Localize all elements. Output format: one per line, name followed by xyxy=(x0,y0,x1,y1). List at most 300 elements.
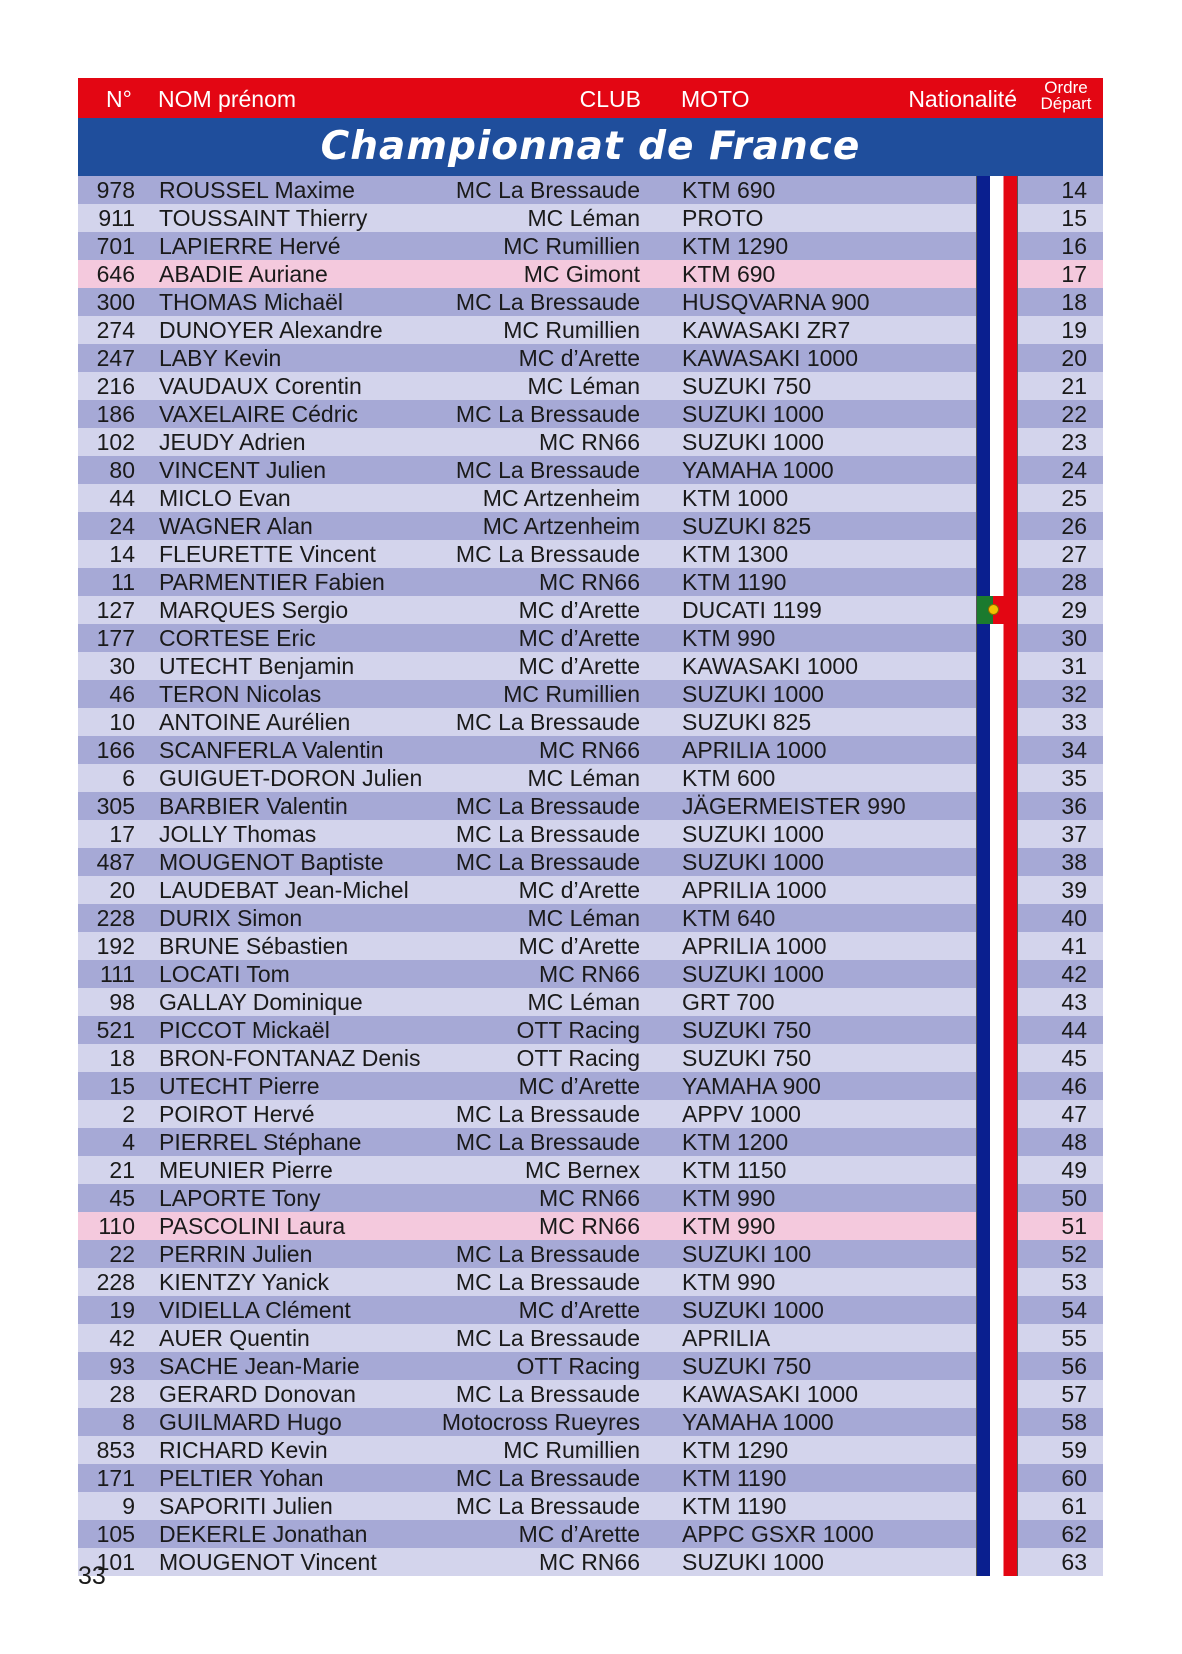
rider-club: MC Rumillien xyxy=(503,233,640,259)
table-row xyxy=(78,764,1103,792)
france-flag-icon xyxy=(976,1548,1018,1576)
france-flag-icon xyxy=(976,1436,1018,1464)
rider-moto: YAMAHA 1000 xyxy=(682,457,834,483)
rider-moto: SUZUKI 750 xyxy=(682,1353,812,1379)
rider-moto: DUCATI 1199 xyxy=(682,597,822,623)
start-order: 54 xyxy=(1061,1297,1087,1323)
rider-club: MC d’Arette xyxy=(518,877,640,903)
rider-number: 10 xyxy=(109,709,135,735)
start-order: 42 xyxy=(1061,961,1087,987)
rider-name: RICHARD Kevin xyxy=(159,1437,328,1463)
rider-club: MC d’Arette xyxy=(518,345,640,371)
rider-club: MC Artzenheim xyxy=(482,513,640,539)
rider-club: MC La Bressaude xyxy=(455,1493,640,1519)
france-flag-icon xyxy=(976,1156,1018,1184)
table-row xyxy=(78,540,1103,568)
rider-number: 300 xyxy=(96,289,135,315)
table-row xyxy=(78,1408,1103,1436)
rider-club: MC Léman xyxy=(527,205,640,231)
start-order: 31 xyxy=(1061,653,1087,679)
rider-club: Motocross Rueyres xyxy=(441,1409,640,1435)
table-row xyxy=(78,1128,1103,1156)
table-row xyxy=(78,1100,1103,1128)
rider-moto: KTM 990 xyxy=(682,625,776,651)
france-flag-icon xyxy=(976,204,1018,232)
start-order: 58 xyxy=(1061,1409,1087,1435)
rider-number: 521 xyxy=(96,1017,135,1043)
table-row xyxy=(78,1324,1103,1352)
start-order: 49 xyxy=(1061,1157,1087,1183)
table-row xyxy=(78,484,1103,512)
rider-number: 701 xyxy=(96,233,135,259)
france-flag-icon xyxy=(976,512,1018,540)
rider-moto: KTM 1290 xyxy=(682,1437,789,1463)
rider-club: OTT Racing xyxy=(516,1353,640,1379)
start-order: 14 xyxy=(1061,177,1087,203)
rider-club: MC Léman xyxy=(527,373,640,399)
rider-moto: SUZUKI 1000 xyxy=(682,401,824,427)
rider-number: 30 xyxy=(109,653,135,679)
rider-number: 105 xyxy=(96,1521,135,1547)
table-row xyxy=(78,1380,1103,1408)
rider-moto: APRILIA 1000 xyxy=(682,877,827,903)
rider-name: PIERREL Stéphane xyxy=(159,1129,362,1155)
rider-moto: KAWASAKI 1000 xyxy=(682,1381,858,1407)
rider-number: 228 xyxy=(96,905,135,931)
table-row xyxy=(78,708,1103,736)
france-flag-icon xyxy=(976,316,1018,344)
table-row xyxy=(78,960,1103,988)
rider-name: BARBIER Valentin xyxy=(159,793,348,819)
rider-club: MC La Bressaude xyxy=(455,821,640,847)
start-order: 24 xyxy=(1061,457,1087,483)
france-flag-icon xyxy=(976,1296,1018,1324)
rider-club: MC La Bressaude xyxy=(455,1241,640,1267)
rider-moto: SUZUKI 1000 xyxy=(682,849,824,875)
rider-moto: KTM 1190 xyxy=(682,1493,787,1519)
rider-number: 46 xyxy=(109,681,135,707)
start-order: 53 xyxy=(1061,1269,1087,1295)
rider-moto: KTM 1150 xyxy=(682,1157,787,1183)
rider-moto: SUZUKI 750 xyxy=(682,1045,812,1071)
table-row xyxy=(78,1212,1103,1240)
rider-number: 17 xyxy=(109,821,135,847)
rider-moto: SUZUKI 1000 xyxy=(682,821,824,847)
table-row xyxy=(78,176,1103,204)
rider-club: MC RN66 xyxy=(539,1185,640,1211)
rider-name: BRUNE Sébastien xyxy=(159,933,349,959)
france-flag-icon xyxy=(976,1324,1018,1352)
start-order: 63 xyxy=(1061,1549,1087,1575)
start-order: 20 xyxy=(1061,345,1087,371)
rider-name: BRON-FONTANAZ Denis xyxy=(159,1045,421,1071)
rider-club: MC La Bressaude xyxy=(455,1381,640,1407)
rider-name: VAXELAIRE Cédric xyxy=(159,401,358,427)
start-order: 23 xyxy=(1061,429,1087,455)
rider-moto: SUZUKI 1000 xyxy=(682,1549,824,1575)
table-row xyxy=(78,428,1103,456)
rider-club: MC Rumillien xyxy=(503,681,640,707)
rider-club: MC RN66 xyxy=(539,429,640,455)
rider-number: 2 xyxy=(122,1101,135,1127)
start-order: 27 xyxy=(1061,541,1087,567)
header-club: CLUB xyxy=(579,86,641,112)
france-flag-icon xyxy=(976,792,1018,820)
rider-name: SAPORITI Julien xyxy=(159,1493,333,1519)
france-flag-icon xyxy=(976,960,1018,988)
start-order: 57 xyxy=(1061,1381,1087,1407)
header-name: NOM prénom xyxy=(158,86,297,112)
rider-name: LOCATI Tom xyxy=(159,961,290,987)
france-flag-icon xyxy=(976,988,1018,1016)
france-flag-icon xyxy=(976,372,1018,400)
table-row xyxy=(78,876,1103,904)
table-row xyxy=(78,820,1103,848)
france-flag-icon xyxy=(976,848,1018,876)
rider-number: 305 xyxy=(96,793,135,819)
rider-name: JEUDY Adrien xyxy=(159,429,306,455)
rider-number: 14 xyxy=(109,541,135,567)
france-flag-icon xyxy=(976,736,1018,764)
rider-name: PELTIER Yohan xyxy=(159,1465,324,1491)
france-flag-icon xyxy=(976,1044,1018,1072)
france-flag-icon xyxy=(976,260,1018,288)
rider-name: MOUGENOT Baptiste xyxy=(159,849,384,875)
rider-number: 111 xyxy=(100,961,135,987)
rider-moto: PROTO xyxy=(682,205,764,231)
rider-number: 93 xyxy=(109,1353,135,1379)
rider-number: 18 xyxy=(109,1045,135,1071)
rider-club: MC d’Arette xyxy=(518,625,640,651)
table-row xyxy=(78,1296,1103,1324)
rider-moto: KTM 1290 xyxy=(682,233,789,259)
table-row xyxy=(78,792,1103,820)
rider-name: LAPIERRE Hervé xyxy=(159,233,341,259)
table-row xyxy=(78,624,1103,652)
start-order: 32 xyxy=(1061,681,1087,707)
france-flag-icon xyxy=(976,1072,1018,1100)
rider-name: UTECHT Benjamin xyxy=(159,653,355,679)
rider-club: MC d’Arette xyxy=(518,933,640,959)
rider-moto: APRILIA 1000 xyxy=(682,933,827,959)
rider-club: MC RN66 xyxy=(539,737,640,763)
rider-moto: KTM 1190 xyxy=(682,569,787,595)
rider-club: MC La Bressaude xyxy=(455,1101,640,1127)
rider-number: 22 xyxy=(109,1241,135,1267)
rider-club: MC d’Arette xyxy=(518,1297,640,1323)
table-row xyxy=(78,736,1103,764)
rider-number: 487 xyxy=(96,849,135,875)
table-row xyxy=(78,1520,1103,1548)
france-flag-icon xyxy=(976,1128,1018,1156)
rider-number: 274 xyxy=(96,317,135,343)
rider-name: ABADIE Auriane xyxy=(159,261,328,287)
start-order: 33 xyxy=(1061,709,1087,735)
rider-number: 44 xyxy=(109,485,135,511)
rider-number: 228 xyxy=(96,1269,135,1295)
france-flag-icon xyxy=(976,1268,1018,1296)
table-row xyxy=(78,344,1103,372)
france-flag-icon xyxy=(976,1240,1018,1268)
france-flag-icon xyxy=(976,232,1018,260)
rider-number: 192 xyxy=(96,933,135,959)
rider-name: ROUSSEL Maxime xyxy=(159,177,355,203)
rider-number: 15 xyxy=(109,1073,135,1099)
table-row xyxy=(78,456,1103,484)
start-order: 21 xyxy=(1061,373,1087,399)
start-order: 34 xyxy=(1061,737,1087,763)
rider-number: 186 xyxy=(96,401,135,427)
rider-moto: KTM 990 xyxy=(682,1213,776,1239)
start-order: 15 xyxy=(1061,205,1087,231)
start-order: 46 xyxy=(1061,1073,1087,1099)
france-flag-icon xyxy=(976,624,1018,652)
start-order: 38 xyxy=(1061,849,1087,875)
table-row xyxy=(78,288,1103,316)
rider-name: AUER Quentin xyxy=(159,1325,310,1351)
rider-club: MC RN66 xyxy=(539,1213,640,1239)
rider-moto: KTM 690 xyxy=(682,261,776,287)
start-order: 51 xyxy=(1061,1213,1087,1239)
rider-club: MC Léman xyxy=(527,905,640,931)
page-number: 33 xyxy=(78,1562,106,1590)
rider-club: MC La Bressaude xyxy=(455,289,640,315)
start-order: 35 xyxy=(1061,765,1087,791)
rider-club: MC La Bressaude xyxy=(455,849,640,875)
france-flag-icon xyxy=(976,540,1018,568)
rider-club: MC RN66 xyxy=(539,961,640,987)
rider-club: MC Rumillien xyxy=(503,317,640,343)
rider-number: 646 xyxy=(96,261,135,287)
rider-club: MC La Bressaude xyxy=(455,793,640,819)
table-row xyxy=(78,204,1103,232)
france-flag-icon xyxy=(976,1492,1018,1520)
rider-name: LABY Kevin xyxy=(159,345,282,371)
rider-name: SCANFERLA Valentin xyxy=(159,737,384,763)
table-row xyxy=(78,1464,1103,1492)
rider-moto: KAWASAKI 1000 xyxy=(682,653,858,679)
rider-name: TOUSSAINT Thierry xyxy=(159,205,368,231)
rider-club: MC La Bressaude xyxy=(455,401,640,427)
start-order: 62 xyxy=(1061,1521,1087,1547)
rider-number: 978 xyxy=(96,177,135,203)
rider-table-body xyxy=(78,176,1103,1576)
rider-name: FLEURETTE Vincent xyxy=(159,541,376,567)
rider-name: VAUDAUX Corentin xyxy=(159,373,362,399)
rider-club: MC RN66 xyxy=(539,1549,640,1575)
rider-name: MARQUES Sergio xyxy=(159,597,349,623)
france-flag-icon xyxy=(976,708,1018,736)
rider-moto: KTM 1000 xyxy=(682,485,789,511)
rider-name: VINCENT Julien xyxy=(159,457,327,483)
rider-club: MC La Bressaude xyxy=(455,1325,640,1351)
start-order: 17 xyxy=(1061,261,1087,287)
rider-moto: KTM 1190 xyxy=(682,1465,787,1491)
rider-name: PICCOT Mickaël xyxy=(159,1017,330,1043)
table-row xyxy=(78,596,1103,624)
start-order: 36 xyxy=(1061,793,1087,819)
table-row xyxy=(78,512,1103,540)
rider-moto: HUSQVARNA 900 xyxy=(682,289,870,315)
entry-list xyxy=(78,78,1103,1576)
france-flag-icon xyxy=(976,764,1018,792)
france-flag-icon xyxy=(976,344,1018,372)
rider-name: GUILMARD Hugo xyxy=(159,1409,342,1435)
rider-club: MC Rumillien xyxy=(503,1437,640,1463)
start-order: 41 xyxy=(1061,933,1087,959)
rider-moto: GRT 700 xyxy=(682,989,775,1015)
start-order: 18 xyxy=(1061,289,1087,315)
rider-name: THOMAS Michaël xyxy=(159,289,344,315)
table-row xyxy=(78,848,1103,876)
rider-club: MC La Bressaude xyxy=(455,541,640,567)
france-flag-icon xyxy=(976,1520,1018,1548)
france-flag-icon xyxy=(976,1408,1018,1436)
france-flag-icon xyxy=(976,400,1018,428)
start-order: 37 xyxy=(1061,821,1087,847)
rider-name: MICLO Evan xyxy=(159,485,291,511)
france-flag-icon xyxy=(976,1380,1018,1408)
championship-title: Championnat de France xyxy=(78,118,1103,176)
rider-club: MC La Bressaude xyxy=(455,709,640,735)
france-flag-icon xyxy=(976,1212,1018,1240)
rider-number: 127 xyxy=(96,597,135,623)
rider-club: MC d’Arette xyxy=(518,1073,640,1099)
start-order: 44 xyxy=(1061,1017,1087,1043)
start-order: 40 xyxy=(1061,905,1087,931)
france-flag-icon xyxy=(976,456,1018,484)
rider-moto: KTM 1200 xyxy=(682,1129,789,1155)
rider-moto: KTM 690 xyxy=(682,177,776,203)
table-row xyxy=(78,1268,1103,1296)
rider-name: VIDIELLA Clément xyxy=(159,1297,351,1323)
table-row xyxy=(78,652,1103,680)
rider-moto: KTM 640 xyxy=(682,905,776,931)
start-order: 59 xyxy=(1061,1437,1087,1463)
start-order: 48 xyxy=(1061,1129,1087,1155)
rider-name: DUNOYER Alexandre xyxy=(159,317,383,343)
rider-moto: SUZUKI 750 xyxy=(682,373,812,399)
rider-moto: KAWASAKI 1000 xyxy=(682,345,858,371)
rider-number: 20 xyxy=(109,877,135,903)
rider-name: GALLAY Dominique xyxy=(159,989,363,1015)
start-order: 60 xyxy=(1061,1465,1087,1491)
start-order: 26 xyxy=(1061,513,1087,539)
rider-club: MC d’Arette xyxy=(518,653,640,679)
table-row xyxy=(78,1184,1103,1212)
rider-number: 853 xyxy=(96,1437,135,1463)
rider-name: SACHE Jean-Marie xyxy=(159,1353,360,1379)
rider-club: MC Bernex xyxy=(524,1157,640,1183)
start-order: 28 xyxy=(1061,569,1087,595)
rider-number: 110 xyxy=(98,1213,135,1239)
rider-club: MC Gimont xyxy=(523,261,640,287)
rider-club: MC RN66 xyxy=(539,569,640,595)
rider-name: ANTOINE Aurélien xyxy=(159,709,351,735)
rider-number: 28 xyxy=(109,1381,135,1407)
rider-number: 8 xyxy=(122,1409,135,1435)
rider-number: 80 xyxy=(109,457,135,483)
rider-name: DEKERLE Jonathan xyxy=(159,1521,368,1547)
header-moto: MOTO xyxy=(681,86,750,112)
rider-club: MC d’Arette xyxy=(518,597,640,623)
table-row xyxy=(78,232,1103,260)
rider-moto: APPC GSXR 1000 xyxy=(682,1521,874,1547)
rider-name: PERRIN Julien xyxy=(159,1241,313,1267)
start-order: 16 xyxy=(1061,233,1087,259)
rider-number: 4 xyxy=(122,1129,135,1155)
table-row xyxy=(78,932,1103,960)
rider-club: MC La Bressaude xyxy=(455,1129,640,1155)
start-order: 52 xyxy=(1061,1241,1087,1267)
rider-number: 11 xyxy=(111,569,135,595)
rider-name: CORTESE Eric xyxy=(159,625,316,651)
france-flag-icon xyxy=(976,1464,1018,1492)
rider-number: 102 xyxy=(96,429,135,455)
table-row xyxy=(78,1240,1103,1268)
france-flag-icon xyxy=(976,568,1018,596)
table-row xyxy=(78,1072,1103,1100)
rider-number: 216 xyxy=(96,373,135,399)
table-row xyxy=(78,1436,1103,1464)
rider-number: 177 xyxy=(96,625,135,651)
rider-club: MC Léman xyxy=(527,765,640,791)
rider-number: 171 xyxy=(96,1465,135,1491)
rider-club: MC d’Arette xyxy=(518,1521,640,1547)
table-row xyxy=(78,1492,1103,1520)
start-order: 19 xyxy=(1061,317,1087,343)
rider-moto: KTM 990 xyxy=(682,1269,776,1295)
rider-name: MOUGENOT Vincent xyxy=(159,1549,377,1575)
rider-moto: APRILIA xyxy=(682,1325,771,1351)
rider-name: DURIX Simon xyxy=(159,905,303,931)
rider-moto: KTM 600 xyxy=(682,765,776,791)
rider-name: JOLLY Thomas xyxy=(159,821,317,847)
rider-name: UTECHT Pierre xyxy=(159,1073,320,1099)
rider-name: GUIGUET-DORON Julien xyxy=(159,765,423,791)
france-flag-icon xyxy=(976,820,1018,848)
france-flag-icon xyxy=(976,680,1018,708)
table-row xyxy=(78,1156,1103,1184)
rider-number: 101 xyxy=(96,1549,135,1575)
rider-moto: KAWASAKI ZR7 xyxy=(682,317,851,343)
rider-moto: APRILIA 1000 xyxy=(682,737,827,763)
rider-moto: APPV 1000 xyxy=(682,1101,801,1127)
table-row xyxy=(78,904,1103,932)
rider-moto: YAMAHA 1000 xyxy=(682,1409,834,1435)
start-order: 47 xyxy=(1061,1101,1087,1127)
rider-club: MC Léman xyxy=(527,989,640,1015)
table-row xyxy=(78,1352,1103,1380)
rider-club: MC La Bressaude xyxy=(455,177,640,203)
table-row xyxy=(78,372,1103,400)
table-row xyxy=(78,400,1103,428)
rider-name: LAPORTE Tony xyxy=(159,1185,321,1211)
rider-moto: JÄGERMEISTER 990 xyxy=(682,793,906,819)
rider-name: WAGNER Alan xyxy=(159,513,313,539)
start-order: 29 xyxy=(1061,597,1087,623)
start-order: 22 xyxy=(1061,401,1087,427)
france-flag-icon xyxy=(976,1100,1018,1128)
rider-name: PASCOLINI Laura xyxy=(159,1213,346,1239)
rider-moto: SUZUKI 750 xyxy=(682,1017,812,1043)
rider-number: 166 xyxy=(96,737,135,763)
rider-name: GERARD Donovan xyxy=(159,1381,356,1407)
rider-club: MC Artzenheim xyxy=(482,485,640,511)
table-row xyxy=(78,988,1103,1016)
start-order: 30 xyxy=(1061,625,1087,651)
rider-number: 21 xyxy=(109,1157,135,1183)
